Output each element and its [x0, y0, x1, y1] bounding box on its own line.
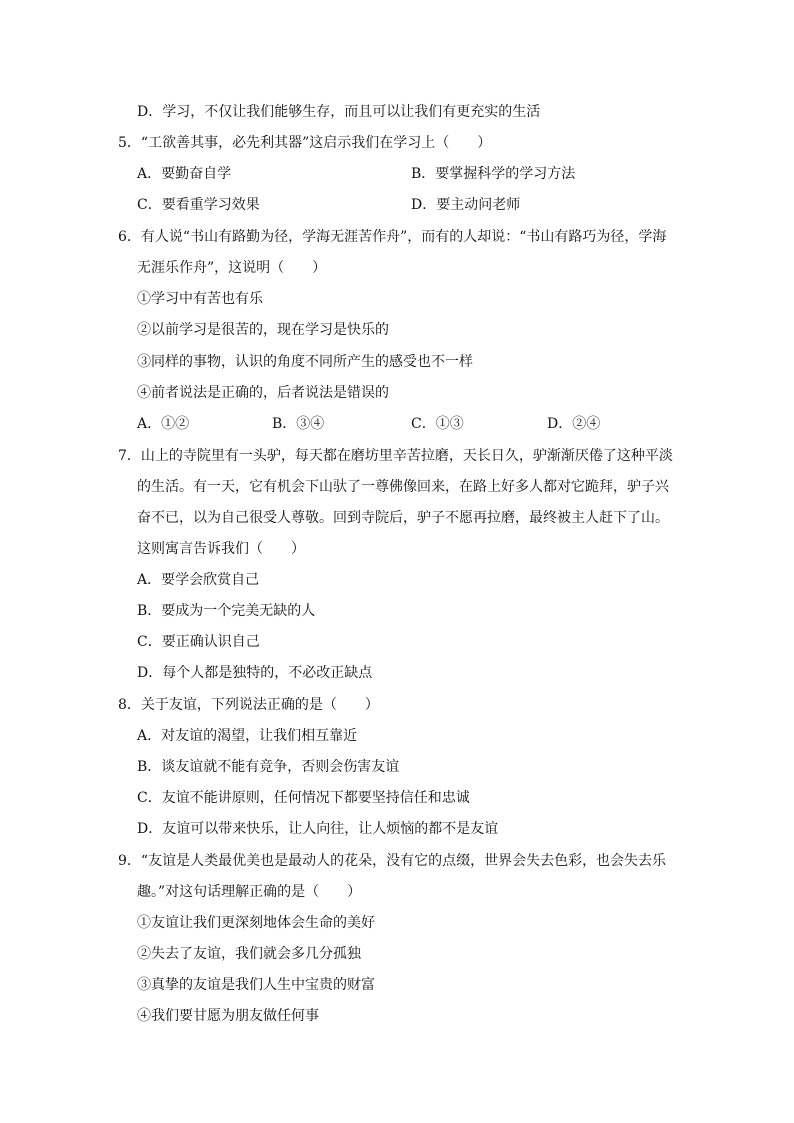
q7-option-d: D．每个人都是独特的，不必改正缺点: [137, 665, 373, 681]
q6-statement-4: ④前者说法是正确的，后者说法是错误的: [137, 385, 389, 401]
q9-statement-1: ①友谊让我们更深刻地体会生命的美好: [137, 915, 375, 931]
q5-option-c: C．要看重学习效果: [137, 197, 260, 213]
q7-option-b: B．要成为一个完美无缺的人: [137, 603, 316, 619]
q8-option-c: C．友谊不能讲原则，任何情况下都要坚持信任和忠诚: [137, 790, 470, 806]
q7-stem-line1: 7．山上的寺院里有一头驴，每天都在磨坊里辛苦拉磨，天长日久，驴渐渐厌倦了这种平淡: [118, 448, 673, 464]
q7-option-c: C．要正确认识自己: [137, 634, 260, 650]
q7-stem-line3: 奋不已，以为自己很受人尊敬。回到寺院后，驴子不愿再拉磨，最终被主人赶下了山。: [137, 510, 669, 526]
q6-statement-2: ②以前学习是很苦的，现在学习是快乐的: [137, 322, 389, 338]
q5-option-a: A．要勤奋自学: [137, 166, 232, 182]
q6-option-d: D．②④: [547, 416, 601, 432]
q7-stem-line2: 的生活。有一天，它有机会下山驮了一尊佛像回来，在路上好多人都对它跪拜，驴子兴: [137, 479, 669, 495]
q8-option-a: A．对友谊的渴望，让我们相互靠近: [137, 728, 358, 744]
q6-statement-1: ①学习中有苦也有乐: [137, 291, 263, 307]
q8-option-d: D．友谊可以带来快乐，让人向往，让人烦恼的都不是友谊: [137, 821, 499, 837]
q6-stem-line2: 无涯乐作舟”，这说明（ ）: [137, 260, 327, 276]
q6-stem-line1: 6．有人说“书山有路勤为径，学海无涯苦作舟”，而有的人却说：“书山有路巧为径，学海: [118, 229, 667, 245]
q9-statement-4: ④我们要甘愿为朋友做任何事: [137, 1008, 319, 1024]
q9-statement-2: ②失去了友谊，我们就会多几分孤独: [137, 946, 361, 962]
q9-statement-3: ③真挚的友谊是我们人生中宝贵的财富: [137, 977, 375, 993]
q6-statement-3: ③同样的事物，认识的角度不同所产生的感受也不一样: [137, 354, 473, 370]
q8-option-b: B．谈友谊就不能有竞争，否则会伤害友谊: [137, 759, 400, 775]
q6-option-b: B．③④: [272, 416, 325, 432]
q5-option-b: B．要掌握科学的学习方法: [411, 166, 576, 182]
q4-option-d: D．学习，不仅让我们能够生存，而且可以让我们有更充实的生活: [137, 104, 541, 120]
q7-stem-line4: 这则寓言告诉我们（ ）: [137, 541, 305, 557]
q5-option-d: D．要主动问老师: [411, 197, 521, 213]
q9-stem-line2: 趣。”对这句话理解正确的是（ ）: [137, 884, 362, 900]
q6-option-a: A．①②: [137, 416, 190, 432]
q5-stem: 5．“工欲善其事，必先利其器”这启示我们在学习上（ ）: [118, 135, 492, 151]
q8-stem: 8．关于友谊，下列说法正确的是（ ）: [118, 697, 379, 713]
q9-stem-line1: 9．“友谊是人类最优美也是最动人的花朵，没有它的点缀，世界会失去色彩，也会失去乐: [118, 853, 667, 869]
q7-option-a: A．要学会欣赏自己: [137, 572, 260, 588]
q6-option-c: C．①③: [411, 416, 464, 432]
